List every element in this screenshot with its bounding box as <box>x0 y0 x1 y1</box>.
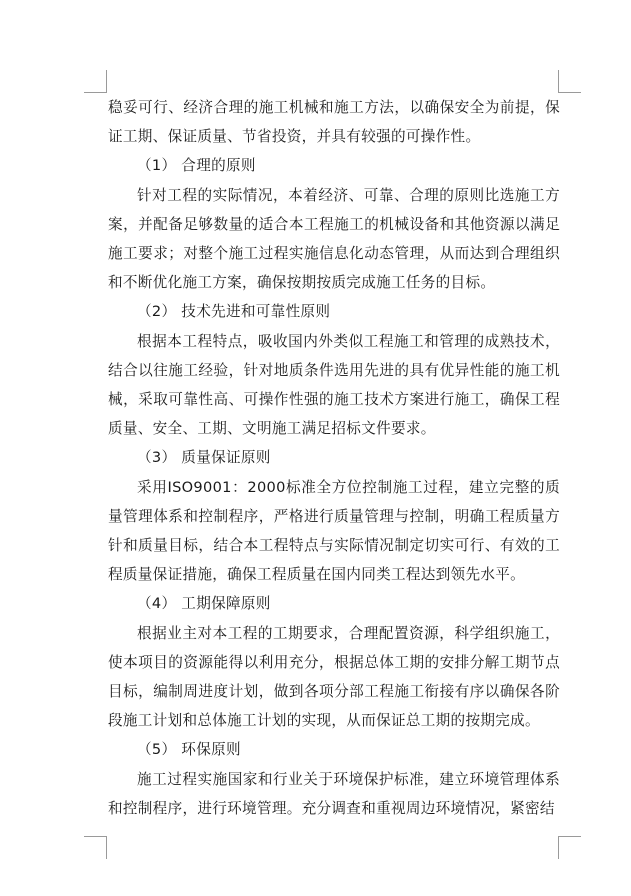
section-heading-1: （1） 合理的原则 <box>137 157 256 175</box>
section-heading-5: （5） 环保原则 <box>137 741 241 759</box>
crop-mark-top-left <box>84 70 107 93</box>
body-paragraph: 根据本工程特点，吸收国内外类似工程施工和管理的成熟技术，结合以往施工经验，针对地质条件选用先进的具有优异性能的施工机械，采取可靠性高、可操作性强的施工技术方案进行施工，确保工程质量、安全、工期、文明施工满足招标文件要求。 <box>108 332 560 438</box>
section-heading-4: （4） 工期保障原则 <box>137 595 271 613</box>
body-paragraph: 采用ISO9001：2000标准全方位控制施工过程，建立完整的质量管理体系和控制程序，严格进行质量管理与控制，明确工程质量方针和质量目标，结合本工程特点与实际情况制定切实可行、有效的工程质量保证措施，确保工程质量在国内同类工程达到领先水平。 <box>108 478 560 584</box>
section-heading-3: （3） 质量保证原则 <box>137 449 271 467</box>
body-paragraph: 施工过程实施国家和行业关于环境保护标准，建立环境管理体系和控制程序，进行环境管理。充分调查和重视周边环境情况，紧密结 <box>108 770 560 817</box>
section-heading-2: （2） 技术先进和可靠性原则 <box>137 303 331 321</box>
body-paragraph: 根据业主对本工程的工期要求，合理配置资源，科学组织施工，使本项目的资源能得以利用充分，根据总体工期的安排分解工期节点目标，编制周进度计划，做到各项分部工程施工衔接有序以确保各阶段施工计划和总体施工计划的实现，从而保证总工期的按期完成。 <box>108 624 560 730</box>
crop-mark-top-right <box>558 70 581 93</box>
body-paragraph: 稳妥可行、经济合理的施工机械和施工方法，以确保安全为前提，保证工期、保证质量、节省投资，并具有较强的可操作性。 <box>108 99 560 146</box>
crop-mark-bottom-left <box>84 836 107 859</box>
crop-mark-bottom-right <box>558 836 581 859</box>
document-body[interactable] <box>108 93 560 823</box>
body-paragraph: 针对工程的实际情况，本着经济、可靠、合理的原则比选施工方案，并配备足够数量的适合本工程施工的机械设备和其他资源以满足施工要求；对整个施工过程实施信息化动态管理，从而达到合理组织和不断优化施工方案，确保按期按质完成施工任务的目标。 <box>108 186 560 292</box>
